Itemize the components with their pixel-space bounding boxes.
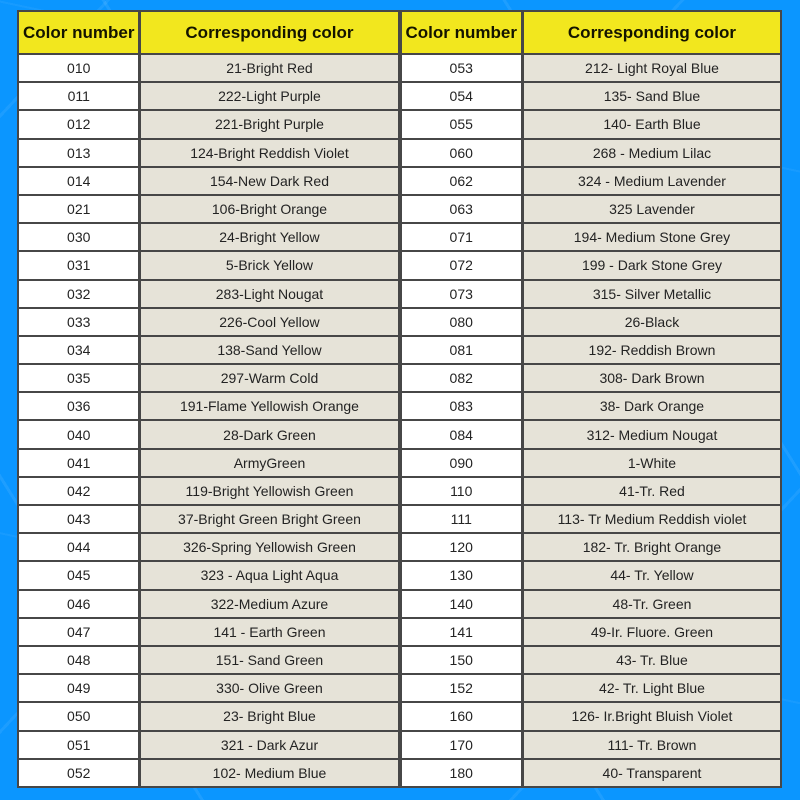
corresponding-color-cell: 312- Medium Nougat <box>522 420 781 448</box>
color-number-cell: 034 <box>18 336 140 364</box>
table-row <box>401 54 782 82</box>
table-row <box>401 505 782 533</box>
corresponding-color-cell: 44- Tr. Yellow <box>522 561 781 589</box>
table-row <box>18 82 399 110</box>
color-number-cell: 071 <box>401 223 523 251</box>
color-number-cell: 072 <box>401 251 523 279</box>
color-number-cell: 040 <box>18 420 140 448</box>
table-row <box>18 308 399 336</box>
table-row <box>18 392 399 420</box>
table-row <box>18 505 399 533</box>
corresponding-color-cell: 1-White <box>522 449 781 477</box>
color-number-cell: 049 <box>18 674 140 702</box>
corresponding-color-cell: 212- Light Royal Blue <box>522 54 781 82</box>
color-number-cell: 060 <box>401 139 523 167</box>
corresponding-color-cell: 308- Dark Brown <box>522 364 781 392</box>
right-table-body <box>401 54 782 787</box>
corresponding-color-cell: 40- Transparent <box>522 759 781 787</box>
corresponding-color-cell: 322-Medium Azure <box>140 590 399 618</box>
right-color-table <box>400 10 783 788</box>
table-row <box>18 533 399 561</box>
table-row <box>18 195 399 223</box>
table-row <box>18 223 399 251</box>
color-number-cell: 170 <box>401 731 523 759</box>
color-number-cell: 031 <box>18 251 140 279</box>
color-number-cell: 036 <box>18 392 140 420</box>
left-table-header <box>18 11 399 54</box>
color-number-cell: 083 <box>401 392 523 420</box>
corresponding-color-cell: 113- Tr Medium Reddish violet <box>522 505 781 533</box>
corresponding-color-cell: 199 - Dark Stone Grey <box>522 251 781 279</box>
corresponding-color-cell: 194- Medium Stone Grey <box>522 223 781 251</box>
header-row <box>401 11 782 54</box>
color-number-cell: 160 <box>401 702 523 730</box>
table-row <box>18 477 399 505</box>
table-row <box>401 618 782 646</box>
color-number-cell: 042 <box>18 477 140 505</box>
corresponding-color-cell: 106-Bright Orange <box>140 195 399 223</box>
corresponding-color-cell: 23- Bright Blue <box>140 702 399 730</box>
color-number-cell: 047 <box>18 618 140 646</box>
table-row <box>401 731 782 759</box>
color-number-cell: 033 <box>18 308 140 336</box>
table-row <box>401 251 782 279</box>
corresponding-color-cell: 5-Brick Yellow <box>140 251 399 279</box>
table-row <box>401 167 782 195</box>
table-row <box>18 590 399 618</box>
color-number-cell: 084 <box>401 420 523 448</box>
corresponding-color-cell: 283-Light Nougat <box>140 280 399 308</box>
table-row <box>18 336 399 364</box>
corresponding-color-cell: 28-Dark Green <box>140 420 399 448</box>
color-number-cell: 080 <box>401 308 523 336</box>
left-color-table <box>17 10 400 788</box>
table-row <box>401 336 782 364</box>
color-number-cell: 044 <box>18 533 140 561</box>
corresponding-color-cell: 268 - Medium Lilac <box>522 139 781 167</box>
corresponding-color-cell: 43- Tr. Blue <box>522 646 781 674</box>
corresponding-color-cell: 154-New Dark Red <box>140 167 399 195</box>
color-number-cell: 021 <box>18 195 140 223</box>
corresponding-color-cell: 24-Bright Yellow <box>140 223 399 251</box>
color-number-cell: 081 <box>401 336 523 364</box>
color-number-cell: 013 <box>18 139 140 167</box>
table-row <box>401 139 782 167</box>
corresponding-color-cell: 41-Tr. Red <box>522 477 781 505</box>
table-row <box>18 280 399 308</box>
corresponding-color-cell: 222-Light Purple <box>140 82 399 110</box>
corresponding-color-cell: 191-Flame Yellowish Orange <box>140 392 399 420</box>
color-number-cell: 051 <box>18 731 140 759</box>
color-number-cell: 053 <box>401 54 523 82</box>
color-number-cell: 180 <box>401 759 523 787</box>
corresponding-color-cell: 321 - Dark Azur <box>140 731 399 759</box>
corresponding-color-cell: 297-Warm Cold <box>140 364 399 392</box>
table-row <box>401 477 782 505</box>
color-number-cell: 111 <box>401 505 523 533</box>
corresponding-color-cell: 126- Ir.Bright Bluish Violet <box>522 702 781 730</box>
color-number-cell: 152 <box>401 674 523 702</box>
color-number-cell: 045 <box>18 561 140 589</box>
color-number-cell: 046 <box>18 590 140 618</box>
corresponding-color-cell: 119-Bright Yellowish Green <box>140 477 399 505</box>
corresponding-color-cell: 26-Black <box>522 308 781 336</box>
corresponding-color-cell: 49-Ir. Fluore. Green <box>522 618 781 646</box>
table-row <box>401 759 782 787</box>
color-number-cell: 054 <box>401 82 523 110</box>
table-row <box>18 139 399 167</box>
table-row <box>401 280 782 308</box>
left-table-body <box>18 54 399 787</box>
corresponding-color-cell: 140- Earth Blue <box>522 110 781 138</box>
table-row <box>18 54 399 82</box>
table-row <box>401 392 782 420</box>
color-number-cell: 032 <box>18 280 140 308</box>
corresponding-color-cell: 48-Tr. Green <box>522 590 781 618</box>
table-row <box>401 702 782 730</box>
table-row <box>401 82 782 110</box>
color-number-cell: 062 <box>401 167 523 195</box>
corresponding-color-cell: 138-Sand Yellow <box>140 336 399 364</box>
column-header-corresponding-color: Corresponding color <box>522 11 781 54</box>
table-row <box>18 110 399 138</box>
corresponding-color-cell: 21-Bright Red <box>140 54 399 82</box>
color-number-cell: 010 <box>18 54 140 82</box>
table-row <box>18 618 399 646</box>
table-row <box>18 364 399 392</box>
color-number-cell: 014 <box>18 167 140 195</box>
corresponding-color-cell: 151- Sand Green <box>140 646 399 674</box>
corresponding-color-cell: 226-Cool Yellow <box>140 308 399 336</box>
column-header-color-number: Color number <box>18 11 140 54</box>
color-number-cell: 048 <box>18 646 140 674</box>
table-row <box>18 167 399 195</box>
table-row <box>18 449 399 477</box>
corresponding-color-cell: 330- Olive Green <box>140 674 399 702</box>
corresponding-color-cell: 323 - Aqua Light Aqua <box>140 561 399 589</box>
corresponding-color-cell: 182- Tr. Bright Orange <box>522 533 781 561</box>
color-number-cell: 052 <box>18 759 140 787</box>
table-row <box>401 561 782 589</box>
table-row <box>401 533 782 561</box>
corresponding-color-cell: 326-Spring Yellowish Green <box>140 533 399 561</box>
column-header-color-number: Color number <box>401 11 523 54</box>
color-number-cell: 012 <box>18 110 140 138</box>
corresponding-color-cell: 192- Reddish Brown <box>522 336 781 364</box>
corresponding-color-cell: 324 - Medium Lavender <box>522 167 781 195</box>
color-number-cell: 140 <box>401 590 523 618</box>
table-row <box>18 674 399 702</box>
color-number-cell: 141 <box>401 618 523 646</box>
corresponding-color-cell: 42- Tr. Light Blue <box>522 674 781 702</box>
table-row <box>401 223 782 251</box>
color-number-cell: 041 <box>18 449 140 477</box>
color-number-cell: 082 <box>401 364 523 392</box>
table-row <box>401 674 782 702</box>
header-row <box>18 11 399 54</box>
corresponding-color-cell: 124-Bright Reddish Violet <box>140 139 399 167</box>
table-row <box>401 110 782 138</box>
table-row <box>18 420 399 448</box>
table-row <box>18 759 399 787</box>
corresponding-color-cell: 325 Lavender <box>522 195 781 223</box>
column-header-corresponding-color: Corresponding color <box>140 11 399 54</box>
table-row <box>18 731 399 759</box>
corresponding-color-cell: 141 - Earth Green <box>140 618 399 646</box>
corresponding-color-cell: 315- Silver Metallic <box>522 280 781 308</box>
table-row <box>401 308 782 336</box>
corresponding-color-cell: 102- Medium Blue <box>140 759 399 787</box>
corresponding-color-cell: 38- Dark Orange <box>522 392 781 420</box>
color-correspondence-chart <box>17 10 782 788</box>
color-number-cell: 050 <box>18 702 140 730</box>
table-row <box>18 702 399 730</box>
table-row <box>401 195 782 223</box>
color-number-cell: 090 <box>401 449 523 477</box>
color-number-cell: 073 <box>401 280 523 308</box>
corresponding-color-cell: ArmyGreen <box>140 449 399 477</box>
color-number-cell: 110 <box>401 477 523 505</box>
corresponding-color-cell: 221-Bright Purple <box>140 110 399 138</box>
table-row <box>18 561 399 589</box>
color-number-cell: 120 <box>401 533 523 561</box>
table-row <box>401 590 782 618</box>
corresponding-color-cell: 135- Sand Blue <box>522 82 781 110</box>
corresponding-color-cell: 37-Bright Green Bright Green <box>140 505 399 533</box>
color-number-cell: 063 <box>401 195 523 223</box>
color-number-cell: 150 <box>401 646 523 674</box>
color-number-cell: 030 <box>18 223 140 251</box>
color-number-cell: 035 <box>18 364 140 392</box>
corresponding-color-cell: 111- Tr. Brown <box>522 731 781 759</box>
color-number-cell: 011 <box>18 82 140 110</box>
table-row <box>401 364 782 392</box>
table-row <box>18 646 399 674</box>
right-table-header <box>401 11 782 54</box>
color-number-cell: 055 <box>401 110 523 138</box>
table-row <box>401 449 782 477</box>
color-number-cell: 130 <box>401 561 523 589</box>
table-row <box>401 646 782 674</box>
color-number-cell: 043 <box>18 505 140 533</box>
table-row <box>18 251 399 279</box>
table-row <box>401 420 782 448</box>
